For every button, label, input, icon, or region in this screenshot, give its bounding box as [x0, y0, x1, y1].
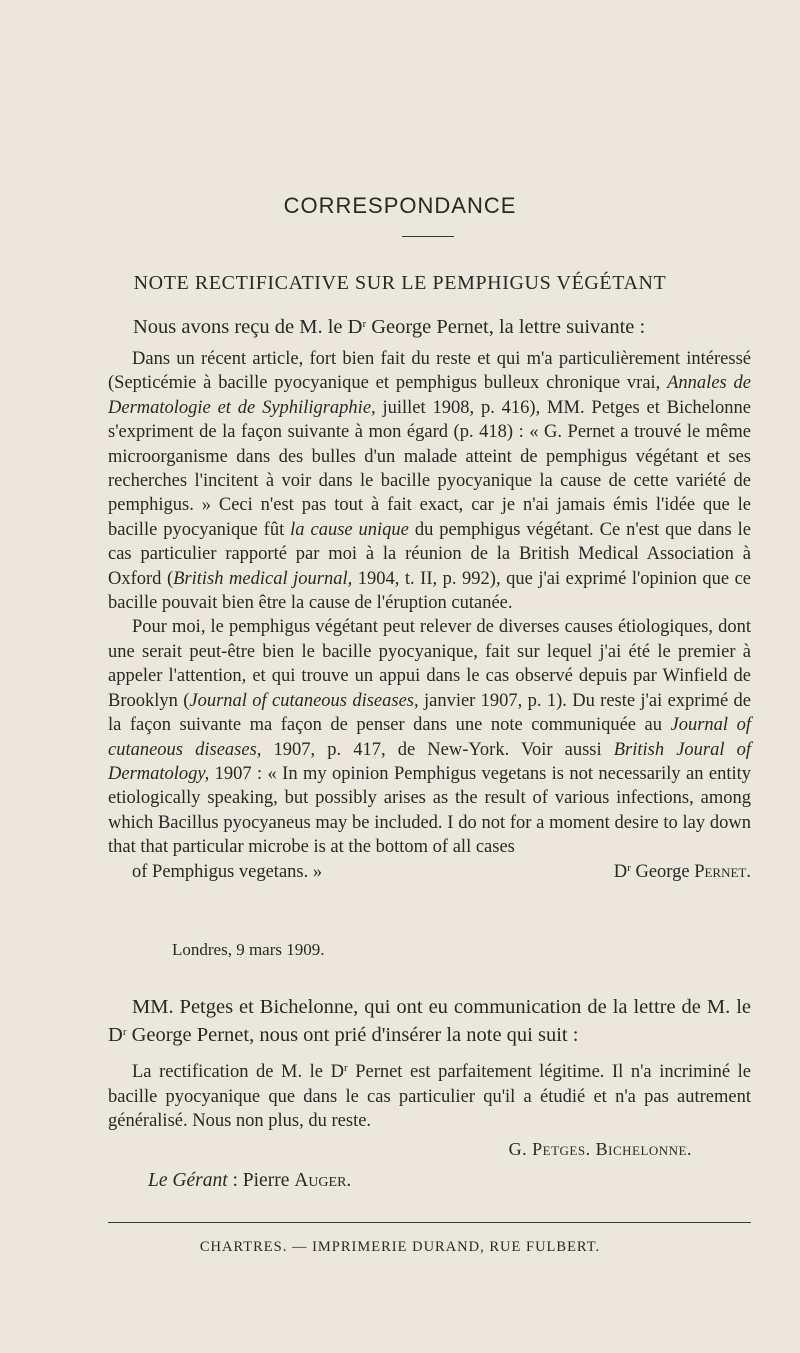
letter-p2-citation-3: British Joural of Dermatology, — [108, 739, 751, 784]
reply-note-text: La rectification de M. le D — [132, 1062, 344, 1082]
gerant-last-name: Auger. — [294, 1170, 352, 1191]
letter-p2-text: Pour moi, le pemphigus végétant peut relever de diverses causes étiologiques, dont une serait peut-être bien le bacille pyocyanique, fait sur lequel j'ai été le premier à appeler l'attention, et qui trouve un appui dans le cas observé depuis par Winfield de Brooklyn ( — [108, 617, 751, 711]
letter-p2-citation-2: Journal of cutaneous diseases, — [108, 715, 751, 760]
letter-body — [108, 347, 751, 884]
letter-p2-text-2: janvier 1907, p. 1). Du reste j'ai exprimé de la façon suivante ma façon de penser dans une note communiquée au — [108, 690, 751, 736]
letter-intro-superscript: r — [362, 318, 367, 330]
letter-p1-text: Dans un récent article, fort bien fait du reste et qui m'a particulièrement intéressé (Septicémie à bacille pyocyanique et pemphigus bulleux chronique vrai, — [108, 349, 751, 394]
letter-paragraph-2 — [108, 615, 751, 859]
reply-note-superscript: r — [343, 1062, 348, 1074]
reply-intro-superscript: r — [122, 1026, 127, 1038]
letter-p1-citation-2: British medical journal, — [173, 568, 353, 589]
letter-p2-text-3: 1907, p. 417, de New-York. Voir aussi — [261, 739, 614, 760]
letter-last-line: of Pemphigus vegetans. » — [132, 861, 323, 882]
letter-p1-citation: Annales de Dermatologie et de Syphiligraphie, — [108, 373, 752, 418]
reply-signature: G. Petges. Bichelonne. — [508, 1139, 692, 1159]
letter-intro — [133, 316, 645, 339]
reply-intro-text: MM. Petges et Bichelonne, qui ont eu communication de la lettre de M. le D — [108, 996, 751, 1046]
signature-title: D — [613, 861, 628, 882]
letter-intro-text: Nous avons reçu de M. le D — [133, 316, 363, 338]
reply-note-paragraph — [108, 1060, 751, 1134]
reply-note-text-end: Pernet est parfaitement légitime. Il n'a incriminé le bacille pyocyanique que dans le cas particulier qu'il a étudié et n'a pas autrement généralisé. Nous non plus, du reste. — [108, 1062, 752, 1131]
letter-p1-emphasis: la cause unique — [290, 519, 409, 540]
signature-superscript: r — [627, 861, 631, 874]
letter-place-date: Londres, 9 mars 1909. — [172, 940, 325, 959]
printer-imprint: CHARTRES. — IMPRIMERIE DURAND, RUE FULBERT. — [199, 1239, 601, 1255]
letter-signature — [590, 860, 751, 884]
gerant-label: Le Gérant — [148, 1170, 228, 1191]
letter-p1-text-3: du pemphigus végétant. Ce n'est que dans le cas particulier rapporté par moi à la réunion de la British Medical Association à Oxford ( — [108, 519, 751, 589]
letter-p2-text-4: 1907 : « In my opinion Pemphigus vegetans is not necessarily an entity etiologically speaking, but possibly arises as the result of various infections, among which Bacillus pyocyaneus may be included. I do not for a moment desire to lay down that that particular microbe is at the bottom of all cases — [108, 763, 751, 858]
reply-intro-text-end: George Pernet, nous ont prié d'insérer la note qui suit : — [126, 1024, 579, 1046]
letter-paragraph-1 — [108, 347, 751, 615]
letter-intro-text-end: George Pernet, la lettre suivante : — [366, 316, 646, 338]
gerant-colon: : — [227, 1170, 243, 1191]
letter-p2-citation: Journal of cutaneous diseases, — [189, 690, 419, 711]
gerant-line — [148, 1170, 351, 1192]
article-title: NOTE RECTIFICATIVE SUR LE PEMPHIGUS VÉGÉTANT — [133, 272, 667, 294]
heading-divider — [402, 236, 454, 237]
gerant-first-name: Pierre — [242, 1170, 295, 1191]
section-title: CORRESPONDANCE — [283, 193, 517, 218]
signature-surname: Pernet. — [694, 861, 751, 882]
letter-p1-text-4: 1904, t. II, p. 992), que j'ai exprimé l'opinion que ce bacille pouvait bien être la cause de l'éruption cutanée. — [108, 568, 751, 614]
reply-intro — [108, 993, 751, 1049]
reply-note — [108, 1060, 751, 1134]
letter-closing-line — [108, 860, 751, 884]
footer-divider — [108, 1222, 751, 1223]
letter-p1-text-2: juillet 1908, p. 416), MM. Petges et Bichelonne s'expriment de la façon suivante à mon égard (p. 418) : « G. Pernet a trouvé le même microorganisme dans des bulles d'un malade atteint de pemphigus végétant et ses recherches l'incitent à voir dans le bacille pyocyanique la cause de cette variété de pemphigus. » Ceci n'est pas tout à fait exact, car je n'ai jamais émis l'idée que le bacille pyocyanique fût — [108, 397, 751, 540]
signature-first-name: George — [630, 861, 695, 882]
reply-intro-paragraph — [108, 993, 751, 1049]
